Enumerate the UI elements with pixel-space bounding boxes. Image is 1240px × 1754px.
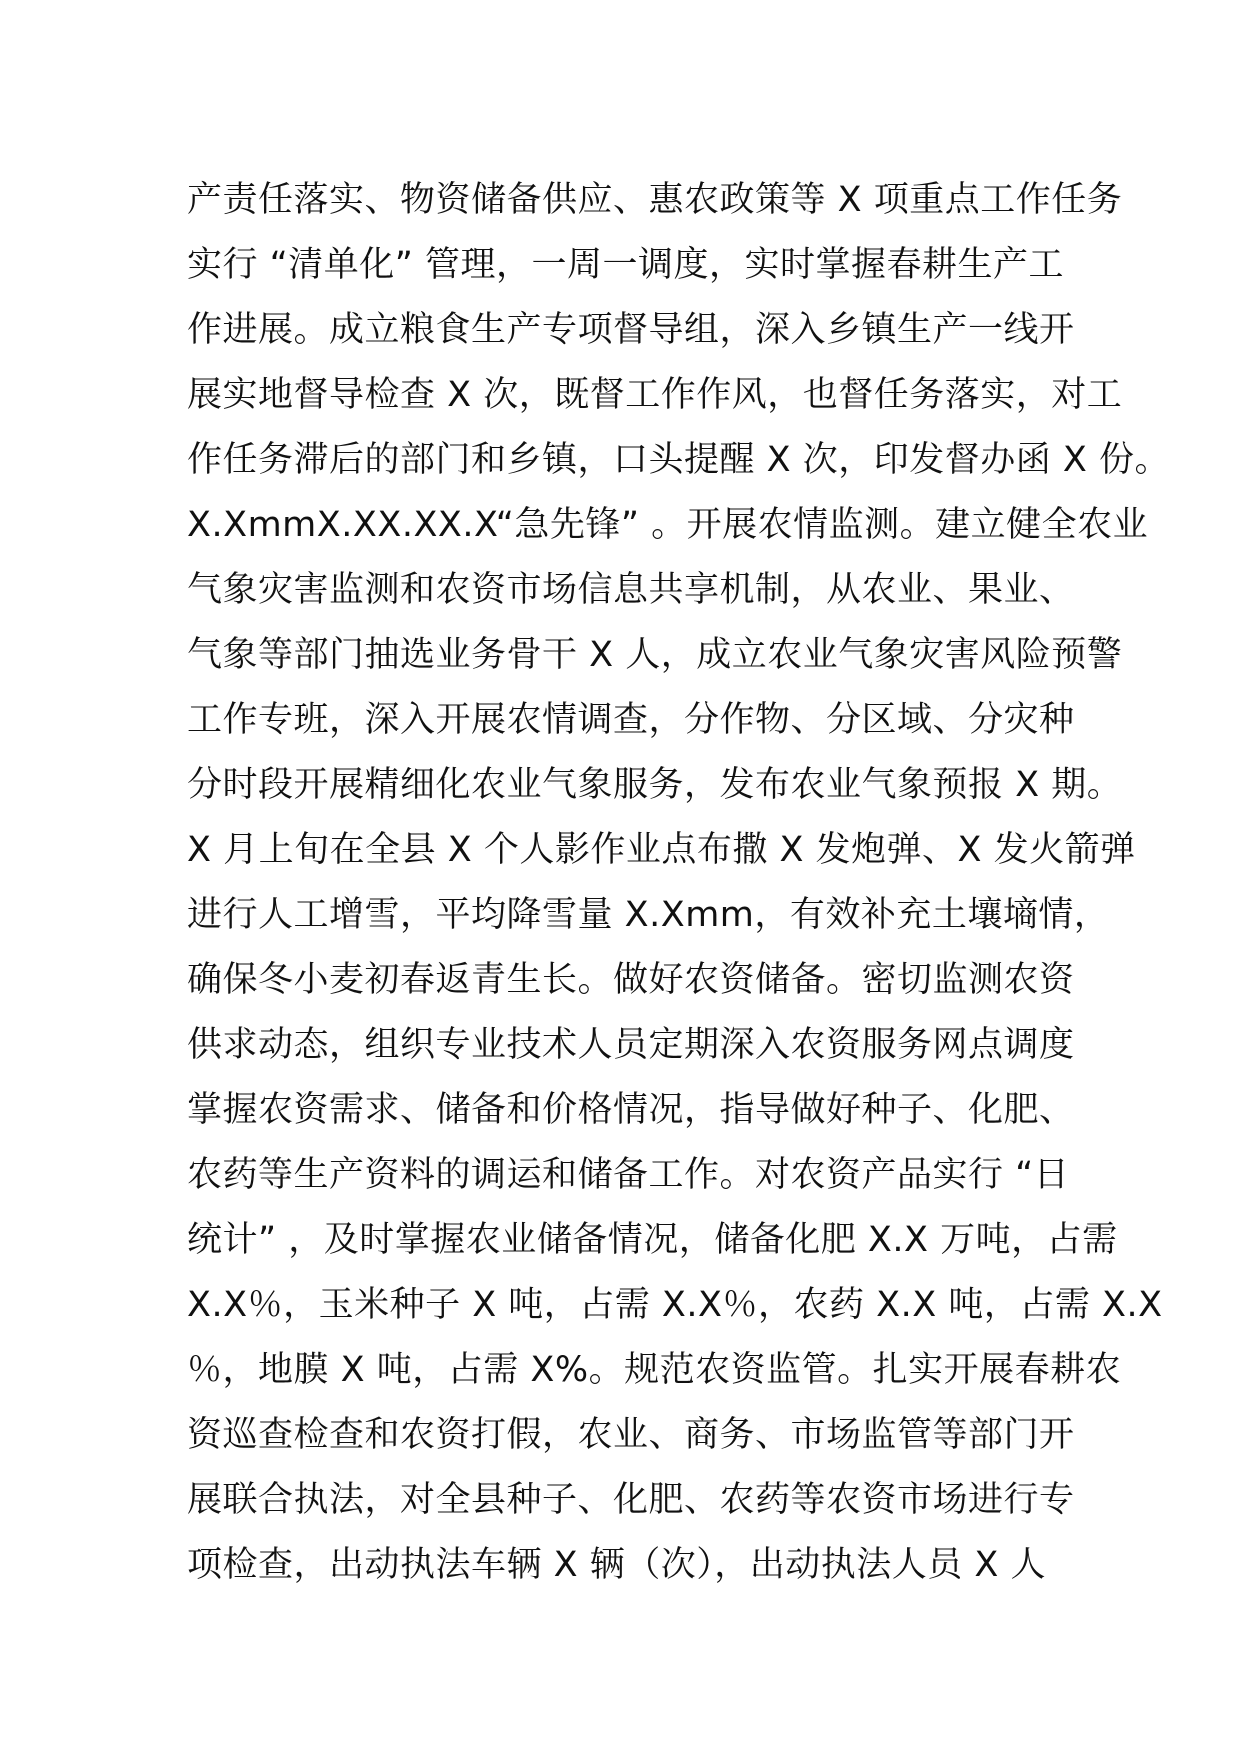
text-line: 确保冬小麦初春返青生长。做好农资储备。密切监测农资 — [187, 960, 1075, 1000]
text-line: 项检查，出动执法车辆 X 辆（次），出动执法人员 X 人 — [187, 1545, 1046, 1585]
text-line: 气象等部门抽选业务骨干 X 人，成立农业气象灾害风险预警 — [187, 635, 1123, 675]
text-line: X.X％，玉米种子 X 吨，占需 X.X％，农药 X.X 吨，占需 X.X — [187, 1285, 1163, 1325]
text-line: 分时段开展精细化农业气象服务，发布农业气象预报 X 期。 — [187, 765, 1123, 805]
text-line: 统计” ，及时掌握农业储备情况，储备化肥 X.X 万吨，占需 — [187, 1220, 1118, 1260]
text-line: 进行人工增雪，平均降雪量 X.Xmm，有效补充土壤墒情， — [187, 895, 1110, 935]
text-line: 农药等生产资料的调运和储备工作。对农资产品实行 “日 — [187, 1155, 1070, 1195]
text-line: 气象灾害监测和农资市场信息共享机制，从农业、果业、 — [187, 570, 1075, 610]
text-line: 展实地督导检查 X 次，既督工作作风，也督任务落实，对工 — [187, 375, 1123, 415]
text-line: X 月上旬在全县 X 个人影作业点布撒 X 发炮弹、X 发火箭弹 — [187, 830, 1136, 870]
text-line: 作任务滞后的部门和乡镇，口头提醒 X 次，印发督办函 X 份。 — [187, 440, 1170, 480]
text-line: ％，地膜 X 吨，占需 X%。规范农资监管。扎实开展春耕农 — [187, 1350, 1122, 1390]
text-line: X.XmmX.XX.XX.X“急先锋” 。开展农情监测。建立健全农业 — [187, 505, 1149, 545]
body-text — [187, 168, 1170, 1598]
text-line: 资巡查检查和农资打假，农业、商务、市场监管等部门开 — [187, 1415, 1075, 1455]
text-line: 供求动态，组织专业技术人员定期深入农资服务网点调度 — [187, 1025, 1075, 1065]
text-line: 产责任落实、物资储备供应、惠农政策等 X 项重点工作任务 — [187, 180, 1123, 220]
text-line: 展联合执法，对全县种子、化肥、农药等农资市场进行专 — [187, 1480, 1075, 1520]
text-line: 作进展。成立粮食生产专项督导组，深入乡镇生产一线开 — [187, 310, 1075, 350]
text-line: 工作专班，深入开展农情调查，分作物、分区域、分灾种 — [187, 700, 1075, 740]
text-line: 实行 “清单化” 管理，一周一调度，实时掌握春耕生产工 — [187, 245, 1065, 285]
text-line: 掌握农资需求、储备和价格情况，指导做好种子、化肥、 — [187, 1090, 1075, 1130]
